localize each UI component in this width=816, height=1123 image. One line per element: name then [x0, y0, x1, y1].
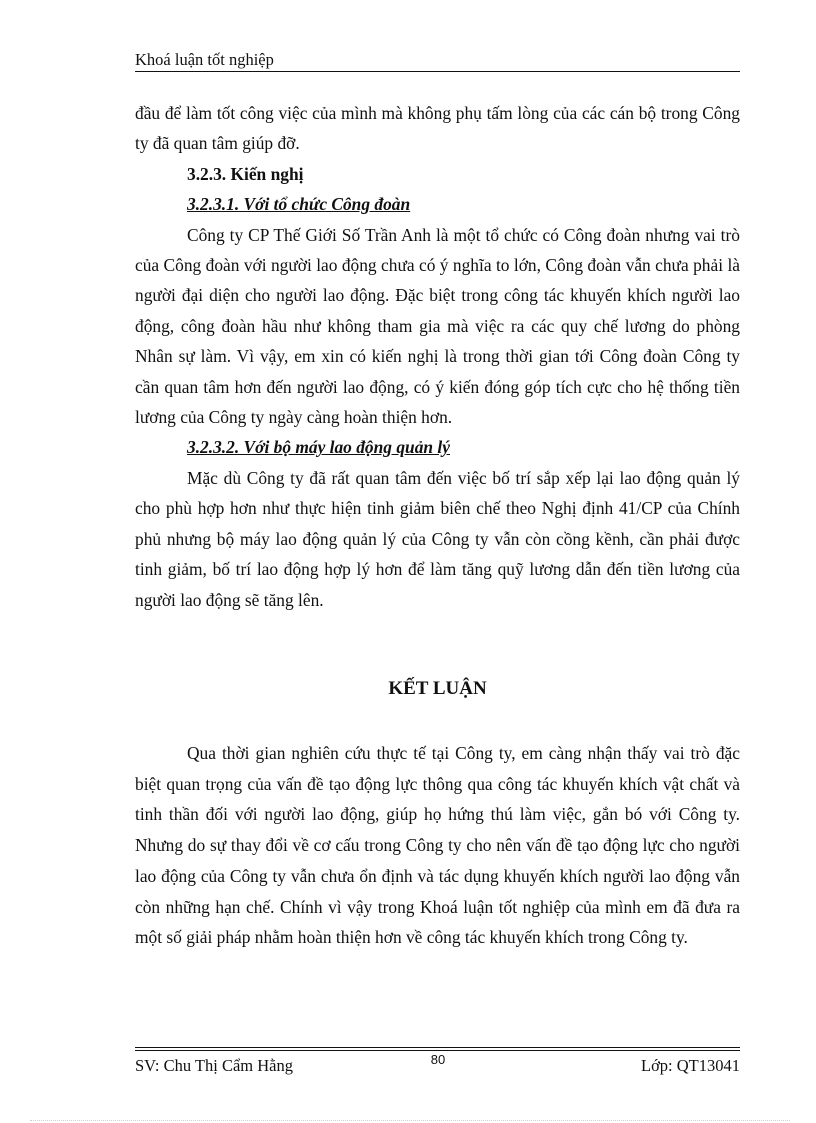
footer-class: Lớp: QT13041	[640, 1056, 740, 1075]
body-section	[135, 98, 740, 615]
footer-student-name: SV: Chu Thị Cẩm Hằng	[135, 1056, 293, 1075]
subsection-paragraph-2: Mặc dù Công ty đã rất quan tâm đến việc bố trí sắp xếp lại lao động quản lý cho phù hợp hơn như thực hiện tinh giảm biên chế theo Nghị định 41/CP của Chính phủ nhưng bộ máy lao động quản lý của Công ty vẫn còn cồng kềnh, cần phải được tinh giảm, bố trí lao động hợp lý hơn để làm tăng quỹ lương dẫn đến tiền lương của người lao động sẽ tăng lên.	[135, 467, 740, 610]
section-heading: 3.2.3. Kiến nghị	[187, 163, 304, 184]
page-bottom-edge	[30, 1120, 790, 1121]
page-number: 80	[430, 1052, 446, 1067]
conclusion-title: KẾT LUẬN	[388, 678, 487, 699]
running-header: Khoá luận tốt nghiệp	[135, 50, 274, 69]
subsection-heading-1: 3.2.3.1. Với tổ chức Công đoàn	[187, 194, 411, 215]
subsection-paragraph-1: Công ty CP Thế Giới Số Trần Anh là một tổ chức có Công đoàn nhưng vai trò của Công đoàn với người lao động chưa có ý nghĩa to lớn, Công đoàn vẫn chưa phải là người đại diện cho người lao động. Đặc biệt trong công tác khuyến khích người lao động, công đoàn hầu như không tham gia mà việc ra các quy chế lương do phòng Nhân sự làm. Vì vậy, em xin có kiến nghị là trong thời gian tới Công đoàn Công ty cần quan tâm hơn đến người lao động, có ý kiến đóng góp tích cực cho hệ thống tiền lương của Công ty ngày càng hoàn thiện hơn.	[135, 224, 740, 428]
conclusion-section	[135, 738, 740, 953]
subsection-heading-2: 3.2.3.2. Với bộ máy lao động quản lý	[187, 437, 450, 458]
header-divider	[135, 71, 740, 72]
conclusion-paragraph: Qua thời gian nghiên cứu thực tế tại Công ty, em càng nhận thấy vai trò đặc biệt quan trọng của vấn đề tạo động lực thông qua công tác khuyến khích vật chất và tinh thần đối với người lao động, giúp họ hứng thú làm việc, gắn bó với Công ty. Nhưng do sự thay đổi về cơ cấu trong Công ty cho nên vấn đề tạo động lực cho người lao động của Công ty vẫn chưa ổn định và tác dụng khuyến khích người lao động vẫn còn những hạn chế. Chính vì vậy trong Khoá luận tốt nghiệp của mình em đã đưa ra một số giải pháp nhằm hoàn thiện hơn về công tác khuyến khích trong Công ty.	[135, 743, 740, 948]
continuation-paragraph: đầu để làm tốt công việc của mình mà không phụ tấm lòng của các cán bộ trong Công ty đã quan tâm giúp đỡ.	[135, 103, 740, 154]
footer-divider-top	[135, 1047, 740, 1048]
